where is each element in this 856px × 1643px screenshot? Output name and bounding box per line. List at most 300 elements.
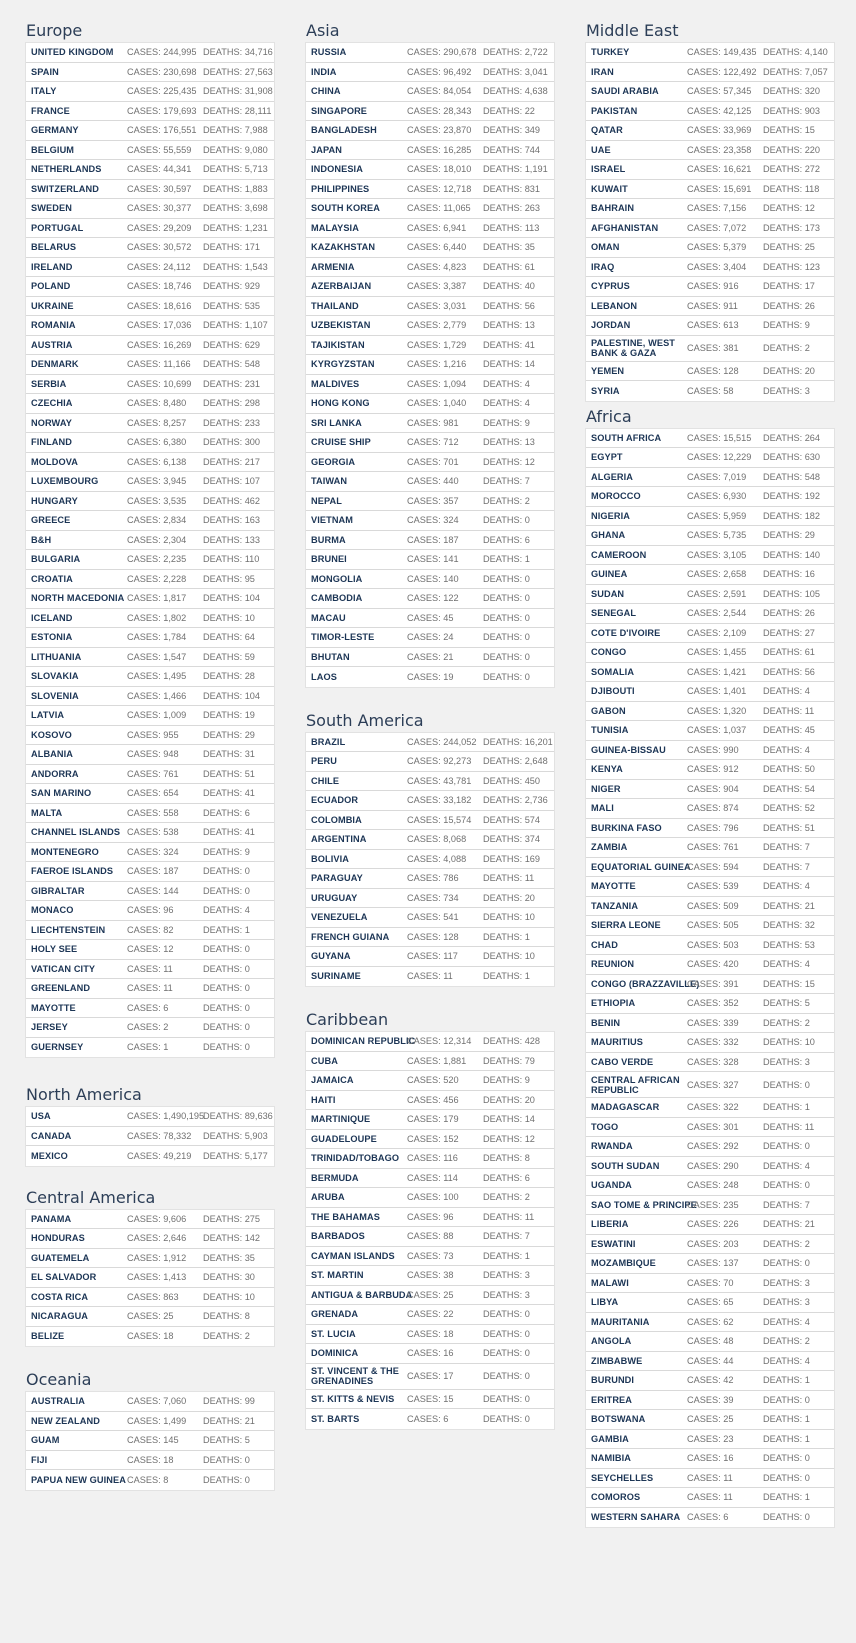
table-row bbox=[26, 667, 274, 687]
deaths-value: DEATHS: 2 bbox=[763, 343, 810, 353]
cases-value: CASES: 916 bbox=[687, 281, 739, 292]
deaths-value: DEATHS: 5,903 bbox=[203, 1130, 268, 1141]
cases-value: CASES: 904 bbox=[687, 783, 739, 794]
cases-value: CASES: 144 bbox=[127, 885, 179, 896]
deaths-value: DEATHS: 2 bbox=[483, 1192, 530, 1203]
deaths-value: DEATHS: 0 bbox=[483, 612, 530, 623]
deaths-value: DEATHS: 22 bbox=[483, 105, 535, 116]
country-name: SWEDEN bbox=[31, 203, 72, 214]
table-row bbox=[306, 297, 554, 317]
country-name: COMOROS bbox=[591, 1492, 641, 1503]
cases-value: CASES: 149,435 bbox=[687, 47, 757, 58]
cases-value: CASES: 25 bbox=[687, 1414, 734, 1425]
country-name: ITALY bbox=[31, 86, 57, 97]
cases-value: CASES: 290,678 bbox=[407, 47, 477, 58]
deaths-value: DEATHS: 51 bbox=[763, 822, 815, 833]
deaths-value: DEATHS: 2,722 bbox=[483, 47, 548, 58]
table-row bbox=[26, 375, 274, 395]
table-row bbox=[586, 1235, 834, 1255]
deaths-value: DEATHS: 0 bbox=[203, 1022, 250, 1033]
deaths-value: DEATHS: 4,140 bbox=[763, 47, 828, 58]
country-name: SERBIA bbox=[31, 378, 67, 389]
country-name: CYPRUS bbox=[591, 281, 630, 292]
deaths-value: DEATHS: 34,716 bbox=[203, 47, 273, 58]
country-name: JAMAICA bbox=[311, 1075, 354, 1086]
table-row bbox=[306, 1032, 554, 1052]
country-name: BRAZIL bbox=[311, 736, 346, 747]
region-heading: Asia bbox=[306, 21, 340, 40]
cases-value: CASES: 17,036 bbox=[127, 320, 192, 331]
table-row bbox=[306, 219, 554, 239]
cases-value: CASES: 5,959 bbox=[687, 510, 747, 521]
deaths-value: DEATHS: 1 bbox=[763, 1492, 810, 1503]
deaths-value: DEATHS: 28 bbox=[203, 671, 255, 682]
deaths-value: DEATHS: 450 bbox=[483, 775, 541, 786]
country-name: PORTUGAL bbox=[31, 222, 84, 233]
table-row bbox=[586, 1469, 834, 1489]
cases-value: CASES: 1,037 bbox=[687, 725, 747, 736]
deaths-value: DEATHS: 298 bbox=[203, 398, 261, 409]
deaths-value: DEATHS: 29 bbox=[763, 530, 815, 541]
table-row bbox=[26, 1288, 274, 1308]
deaths-value: DEATHS: 2 bbox=[763, 1336, 810, 1347]
deaths-value: DEATHS: 263 bbox=[483, 203, 541, 214]
cases-value: CASES: 5,379 bbox=[687, 242, 747, 253]
table-row bbox=[306, 1091, 554, 1111]
deaths-value: DEATHS: 0 bbox=[483, 671, 530, 682]
cases-value: CASES: 1,421 bbox=[687, 666, 747, 677]
deaths-value: DEATHS: 107 bbox=[203, 476, 261, 487]
table-row bbox=[306, 1364, 554, 1390]
table-row bbox=[26, 1470, 274, 1490]
country-name: AZERBAIJAN bbox=[311, 281, 372, 292]
deaths-value: DEATHS: 21 bbox=[763, 1219, 815, 1230]
table-row bbox=[586, 160, 834, 180]
country-name: GAMBIA bbox=[591, 1433, 629, 1444]
country-name: PAPUA NEW GUINEA bbox=[31, 1474, 127, 1485]
region-table bbox=[25, 42, 275, 1058]
country-name: LUXEMBOURG bbox=[31, 476, 99, 487]
table-row bbox=[306, 141, 554, 161]
table-row bbox=[306, 791, 554, 811]
deaths-value: DEATHS: 903 bbox=[763, 105, 821, 116]
cases-value: CASES: 152 bbox=[407, 1133, 459, 1144]
country-name: ALBANIA bbox=[31, 749, 74, 760]
cases-value: CASES: 3,105 bbox=[687, 549, 747, 560]
deaths-value: DEATHS: 0 bbox=[483, 1309, 530, 1320]
table-row bbox=[586, 526, 834, 546]
country-name: THAILAND bbox=[311, 300, 359, 311]
country-name: AUSTRALIA bbox=[31, 1396, 85, 1407]
region-table bbox=[25, 1106, 275, 1167]
deaths-value: DEATHS: 20 bbox=[483, 1094, 535, 1105]
deaths-value: DEATHS: 140 bbox=[763, 549, 821, 560]
table-row bbox=[306, 967, 554, 987]
country-name: CAMBODIA bbox=[311, 593, 363, 604]
table-row bbox=[586, 1176, 834, 1196]
cases-value: CASES: 24 bbox=[407, 632, 454, 643]
cases-value: CASES: 244,052 bbox=[407, 736, 477, 747]
cases-value: CASES: 8,480 bbox=[127, 398, 187, 409]
deaths-value: DEATHS: 0 bbox=[483, 1393, 530, 1404]
country-name: LATVIA bbox=[31, 710, 65, 721]
cases-value: CASES: 2,228 bbox=[127, 573, 187, 584]
country-name: SURINAME bbox=[311, 971, 361, 982]
country-name: BELARUS bbox=[31, 242, 77, 253]
deaths-value: DEATHS: 5 bbox=[203, 1435, 250, 1446]
table-row bbox=[586, 955, 834, 975]
country-name: CENTRAL AFRICAN REPUBLIC bbox=[591, 1074, 680, 1095]
country-name: URUGUAY bbox=[311, 892, 358, 903]
table-row bbox=[26, 1229, 274, 1249]
region-heading: South America bbox=[306, 710, 424, 730]
country-name: TURKEY bbox=[591, 47, 630, 58]
deaths-value: DEATHS: 4 bbox=[203, 905, 250, 916]
table-row bbox=[26, 453, 274, 473]
deaths-value: DEATHS: 27,563 bbox=[203, 66, 273, 77]
deaths-value: DEATHS: 1 bbox=[763, 1414, 810, 1425]
country-name: ARMENIA bbox=[311, 261, 355, 272]
table-row bbox=[26, 199, 274, 219]
deaths-value: DEATHS: 14 bbox=[483, 1114, 535, 1125]
cases-value: CASES: 981 bbox=[407, 417, 459, 428]
cases-value: CASES: 25 bbox=[407, 1289, 454, 1300]
deaths-value: DEATHS: 0 bbox=[763, 1394, 810, 1405]
country-name: THE BAHAMAS bbox=[311, 1211, 380, 1222]
cases-value: CASES: 863 bbox=[127, 1291, 179, 1302]
deaths-value: DEATHS: 56 bbox=[483, 300, 535, 311]
cases-value: CASES: 18 bbox=[127, 1331, 174, 1342]
table-row bbox=[306, 869, 554, 889]
table-row bbox=[306, 316, 554, 336]
deaths-value: DEATHS: 27 bbox=[763, 627, 815, 638]
deaths-value: DEATHS: 2,648 bbox=[483, 756, 548, 767]
cases-value: CASES: 137 bbox=[687, 1258, 739, 1269]
country-name: LITHUANIA bbox=[31, 651, 82, 662]
deaths-value: DEATHS: 15 bbox=[763, 125, 815, 136]
table-row bbox=[306, 830, 554, 850]
deaths-value: DEATHS: 0 bbox=[483, 1348, 530, 1359]
cases-value: CASES: 57,345 bbox=[687, 86, 752, 97]
country-name: INDONESIA bbox=[311, 164, 363, 175]
table-row bbox=[26, 1412, 274, 1432]
deaths-value: DEATHS: 5,177 bbox=[203, 1150, 268, 1161]
cases-value: CASES: 3,945 bbox=[127, 476, 187, 487]
deaths-value: DEATHS: 300 bbox=[203, 437, 261, 448]
table-row bbox=[306, 336, 554, 356]
country-name: SOMALIA bbox=[591, 666, 635, 677]
table-row bbox=[306, 1266, 554, 1286]
region-heading: Caribbean bbox=[306, 1010, 389, 1029]
country-name: PERU bbox=[311, 756, 337, 767]
region-europe bbox=[25, 20, 275, 1058]
deaths-value: DEATHS: 1,543 bbox=[203, 261, 268, 272]
cases-value: CASES: 654 bbox=[127, 788, 179, 799]
cases-value: CASES: 39 bbox=[687, 1394, 734, 1405]
table-row bbox=[306, 1208, 554, 1228]
deaths-value: DEATHS: 0 bbox=[203, 1042, 250, 1053]
cases-value: CASES: 613 bbox=[687, 320, 739, 331]
country-name: HUNGARY bbox=[31, 495, 78, 506]
cases-value: CASES: 391 bbox=[687, 978, 739, 989]
table-row bbox=[26, 1327, 274, 1347]
table-row bbox=[586, 448, 834, 468]
cases-value: CASES: 73 bbox=[407, 1250, 454, 1261]
cases-value: CASES: 22 bbox=[407, 1309, 454, 1320]
country-name: SAO TOME & PRINCIPE bbox=[591, 1199, 697, 1210]
table-row bbox=[26, 1146, 274, 1166]
cases-value: CASES: 761 bbox=[687, 842, 739, 853]
cases-value: CASES: 16,269 bbox=[127, 339, 192, 350]
cases-value: CASES: 16 bbox=[407, 1348, 454, 1359]
region-caribbean bbox=[305, 1009, 555, 1430]
country-name: CANADA bbox=[31, 1130, 72, 1141]
cases-value: CASES: 3,031 bbox=[407, 300, 467, 311]
deaths-value: DEATHS: 10 bbox=[763, 1037, 815, 1048]
country-name: WESTERN SAHARA bbox=[591, 1512, 681, 1523]
cases-value: CASES: 30,572 bbox=[127, 242, 192, 253]
country-name: CAYMAN ISLANDS bbox=[311, 1250, 395, 1261]
cases-value: CASES: 15,691 bbox=[687, 183, 752, 194]
table-row bbox=[26, 511, 274, 531]
cases-value: CASES: 503 bbox=[687, 939, 739, 950]
cases-value: CASES: 23 bbox=[687, 1433, 734, 1444]
cases-value: CASES: 116 bbox=[407, 1153, 458, 1164]
country-name: ECUADOR bbox=[311, 795, 359, 806]
cases-value: CASES: 78,332 bbox=[127, 1130, 192, 1141]
country-name: ERITREA bbox=[591, 1394, 633, 1405]
cases-value: CASES: 1,455 bbox=[687, 647, 747, 658]
table-row bbox=[26, 745, 274, 765]
deaths-value: DEATHS: 19 bbox=[203, 710, 255, 721]
country-name: VENEZUELA bbox=[311, 912, 368, 923]
deaths-value: DEATHS: 182 bbox=[763, 510, 821, 521]
region-middle-east bbox=[585, 20, 835, 402]
deaths-value: DEATHS: 133 bbox=[203, 534, 261, 545]
table-row bbox=[586, 1488, 834, 1508]
deaths-value: DEATHS: 264 bbox=[763, 432, 821, 443]
table-row bbox=[26, 1107, 274, 1127]
cases-value: CASES: 1,784 bbox=[127, 632, 187, 643]
country-name: CROATIA bbox=[31, 573, 73, 584]
country-name: BELIZE bbox=[31, 1331, 65, 1342]
deaths-value: DEATHS: 142 bbox=[203, 1233, 261, 1244]
table-row bbox=[586, 82, 834, 102]
deaths-value: DEATHS: 5 bbox=[763, 998, 810, 1009]
table-row bbox=[306, 850, 554, 870]
country-name: BHUTAN bbox=[311, 651, 350, 662]
cases-value: CASES: 12,718 bbox=[407, 183, 472, 194]
cases-value: CASES: 96,492 bbox=[407, 66, 472, 77]
country-name: MALTA bbox=[31, 807, 63, 818]
table-row bbox=[26, 492, 274, 512]
deaths-value: DEATHS: 535 bbox=[203, 300, 261, 311]
region-central-america bbox=[25, 1187, 275, 1348]
deaths-value: DEATHS: 45 bbox=[763, 725, 815, 736]
region-heading: North America bbox=[26, 1085, 142, 1104]
deaths-value: DEATHS: 0 bbox=[203, 885, 250, 896]
country-name: MARTINIQUE bbox=[311, 1114, 371, 1125]
cases-value: CASES: 712 bbox=[407, 437, 459, 448]
table-row bbox=[306, 121, 554, 141]
column-right bbox=[585, 20, 835, 1528]
cases-value: CASES: 203 bbox=[687, 1238, 739, 1249]
country-name: GUYANA bbox=[311, 951, 351, 962]
table-row bbox=[306, 433, 554, 453]
country-name: VATICAN CITY bbox=[31, 963, 96, 974]
country-name: MAURITIUS bbox=[591, 1037, 643, 1048]
table-row bbox=[26, 160, 274, 180]
country-name: GREECE bbox=[31, 515, 71, 526]
cases-value: CASES: 43,781 bbox=[407, 775, 472, 786]
deaths-value: DEATHS: 35 bbox=[203, 1252, 255, 1263]
table-row bbox=[26, 63, 274, 83]
deaths-value: DEATHS: 0 bbox=[483, 515, 530, 526]
table-row bbox=[586, 1293, 834, 1313]
cases-value: CASES: 734 bbox=[407, 892, 459, 903]
cases-value: CASES: 96 bbox=[127, 905, 174, 916]
country-name: FINLAND bbox=[31, 437, 73, 448]
table-row bbox=[586, 604, 834, 624]
deaths-value: DEATHS: 110 bbox=[203, 554, 260, 565]
country-name: NIGERIA bbox=[591, 510, 630, 521]
cases-value: CASES: 6 bbox=[407, 1413, 449, 1424]
country-name: ST. LUCIA bbox=[311, 1328, 356, 1339]
country-name: POLAND bbox=[31, 281, 71, 292]
country-name: CHINA bbox=[311, 86, 341, 97]
cases-value: CASES: 179 bbox=[407, 1114, 459, 1125]
cases-value: CASES: 558 bbox=[127, 807, 179, 818]
cases-value: CASES: 11 bbox=[407, 971, 453, 982]
cases-value: CASES: 1,216 bbox=[407, 359, 467, 370]
deaths-value: DEATHS: 4 bbox=[763, 881, 810, 892]
deaths-value: DEATHS: 7 bbox=[763, 842, 810, 853]
deaths-value: DEATHS: 3 bbox=[763, 385, 810, 396]
region-heading: Europe bbox=[26, 21, 83, 40]
cases-value: CASES: 28,343 bbox=[407, 105, 472, 116]
deaths-value: DEATHS: 54 bbox=[763, 783, 815, 794]
cases-value: CASES: 4,823 bbox=[407, 261, 467, 272]
cases-value: CASES: 520 bbox=[407, 1075, 459, 1086]
deaths-value: DEATHS: 4 bbox=[763, 686, 810, 697]
deaths-value: DEATHS: 41 bbox=[203, 827, 255, 838]
country-name: SOUTH KOREA bbox=[311, 203, 380, 214]
deaths-value: DEATHS: 275 bbox=[203, 1213, 261, 1224]
deaths-value: DEATHS: 61 bbox=[483, 261, 535, 272]
cases-value: CASES: 6,138 bbox=[127, 456, 187, 467]
cases-value: CASES: 538 bbox=[127, 827, 179, 838]
deaths-value: DEATHS: 7 bbox=[483, 1231, 530, 1242]
deaths-value: DEATHS: 11 bbox=[483, 1211, 535, 1222]
country-name: CZECHIA bbox=[31, 398, 73, 409]
deaths-value: DEATHS: 25 bbox=[763, 242, 815, 253]
deaths-value: DEATHS: 10 bbox=[203, 1291, 255, 1302]
deaths-value: DEATHS: 21 bbox=[763, 900, 815, 911]
deaths-value: DEATHS: 7 bbox=[763, 861, 810, 872]
country-name: NORWAY bbox=[31, 417, 72, 428]
country-name: BANGLADESH bbox=[311, 125, 377, 136]
table-row bbox=[26, 921, 274, 941]
country-name: EL SALVADOR bbox=[31, 1272, 97, 1283]
cases-value: CASES: 15 bbox=[407, 1393, 454, 1404]
deaths-value: DEATHS: 31,908 bbox=[203, 86, 273, 97]
cases-value: CASES: 339 bbox=[687, 1017, 739, 1028]
table-row bbox=[26, 882, 274, 902]
deaths-value: DEATHS: 0 bbox=[203, 1002, 250, 1013]
deaths-value: DEATHS: 8 bbox=[203, 1311, 250, 1322]
cases-value: CASES: 6 bbox=[127, 1002, 169, 1013]
table-row bbox=[586, 1014, 834, 1034]
deaths-value: DEATHS: 20 bbox=[763, 365, 815, 376]
table-row bbox=[586, 258, 834, 278]
country-name: PARAGUAY bbox=[311, 873, 363, 884]
table-row bbox=[26, 550, 274, 570]
cases-value: CASES: 44,341 bbox=[127, 164, 192, 175]
table-row bbox=[306, 82, 554, 102]
cases-value: CASES: 874 bbox=[687, 803, 739, 814]
deaths-value: DEATHS: 173 bbox=[763, 222, 821, 233]
cases-value: CASES: 352 bbox=[687, 998, 739, 1009]
cases-value: CASES: 92,273 bbox=[407, 756, 472, 767]
deaths-value: DEATHS: 9 bbox=[483, 417, 530, 428]
cases-value: CASES: 332 bbox=[687, 1037, 739, 1048]
deaths-value: DEATHS: 231 bbox=[203, 378, 261, 389]
country-name: JERSEY bbox=[31, 1022, 68, 1033]
table-row bbox=[26, 531, 274, 551]
table-row bbox=[306, 1188, 554, 1208]
cases-value: CASES: 16,621 bbox=[687, 164, 752, 175]
country-name: AUSTRIA bbox=[31, 339, 73, 350]
deaths-value: DEATHS: 20 bbox=[483, 892, 535, 903]
deaths-value: DEATHS: 16,201 bbox=[483, 736, 553, 747]
country-name: UNITED KINGDOM bbox=[31, 47, 114, 58]
table-row bbox=[586, 994, 834, 1014]
cases-value: CASES: 12,314 bbox=[407, 1036, 472, 1047]
table-row bbox=[586, 760, 834, 780]
cases-value: CASES: 8,257 bbox=[127, 417, 187, 428]
cases-value: CASES: 701 bbox=[407, 456, 459, 467]
table-row bbox=[586, 565, 834, 585]
deaths-value: DEATHS: 11 bbox=[763, 1121, 815, 1132]
table-row bbox=[586, 721, 834, 741]
country-name: FRENCH GUIANA bbox=[311, 931, 390, 942]
table-row bbox=[26, 82, 274, 102]
deaths-value: DEATHS: 1 bbox=[483, 1250, 530, 1261]
country-name: LAOS bbox=[311, 671, 337, 682]
cases-value: CASES: 24,112 bbox=[127, 261, 191, 272]
deaths-value: DEATHS: 0 bbox=[483, 1413, 530, 1424]
table-row bbox=[306, 375, 554, 395]
country-name: GUATEMELA bbox=[31, 1252, 90, 1263]
deaths-value: DEATHS: 3 bbox=[483, 1270, 530, 1281]
country-name: RUSSIA bbox=[311, 47, 347, 58]
deaths-value: DEATHS: 374 bbox=[483, 834, 541, 845]
table-row bbox=[586, 277, 834, 297]
deaths-value: DEATHS: 118 bbox=[763, 183, 820, 194]
table-row bbox=[26, 121, 274, 141]
deaths-value: DEATHS: 3,041 bbox=[483, 66, 548, 77]
country-name: SYRIA bbox=[591, 385, 620, 396]
country-name: LEBANON bbox=[591, 300, 638, 311]
deaths-value: DEATHS: 8 bbox=[483, 1153, 530, 1164]
cases-value: CASES: 8,068 bbox=[407, 834, 467, 845]
cases-value: CASES: 3,404 bbox=[687, 261, 747, 272]
region-asia bbox=[305, 20, 555, 688]
deaths-value: DEATHS: 1,107 bbox=[203, 320, 268, 331]
country-name: MEXICO bbox=[31, 1150, 68, 1161]
deaths-value: DEATHS: 0 bbox=[763, 1472, 810, 1483]
country-name: MALDIVES bbox=[311, 378, 360, 389]
